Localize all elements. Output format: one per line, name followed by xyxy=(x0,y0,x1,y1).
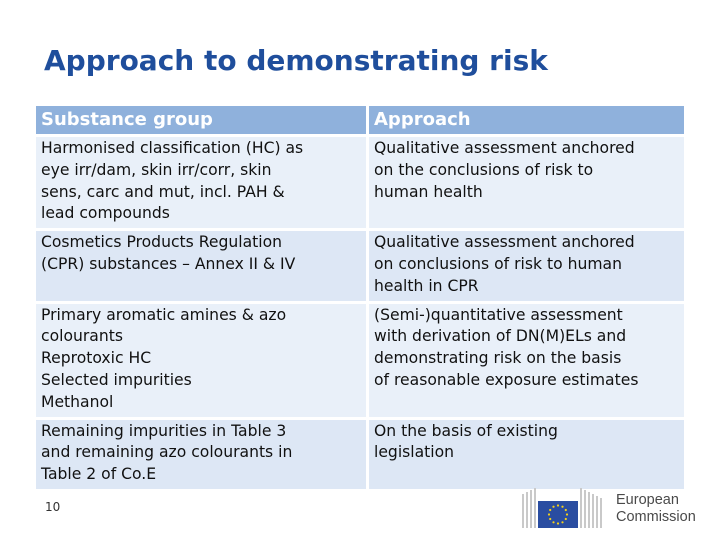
cell-line: Reprotoxic HC xyxy=(41,349,152,368)
cell-line: Primary aromatic amines & azo xyxy=(41,305,287,324)
logo-line-european: European xyxy=(616,492,679,508)
table-row xyxy=(36,137,684,228)
header-approach: Approach xyxy=(369,106,684,134)
eu-flag-icon xyxy=(520,484,612,534)
cell-line: legislation xyxy=(374,443,455,462)
header-substance-group: Substance group xyxy=(36,106,366,134)
cell-line: Remaining impurities in Table 3 xyxy=(41,421,287,440)
cell-line: Qualitative assessment anchored xyxy=(374,233,635,252)
cell-line: on conclusions of risk to human xyxy=(374,254,622,273)
approach-cell xyxy=(369,231,684,300)
cell-line: on the conclusions of risk to xyxy=(374,160,594,179)
cell-line: On the basis of existing xyxy=(374,421,558,440)
cell-line: eye irr/dam, skin irr/corr, skin xyxy=(41,160,272,179)
cell-line: Qualitative assessment anchored xyxy=(374,139,635,157)
approach-cell xyxy=(369,420,684,489)
table-header-row xyxy=(36,106,684,134)
approach-cell xyxy=(369,137,684,228)
cell-line: with derivation of DN(M)ELs and xyxy=(374,327,627,346)
european-commission-logo xyxy=(520,484,700,534)
approach-cell xyxy=(369,304,684,417)
logo-line-commission: Commission xyxy=(616,509,696,525)
cell-line: and remaining azo colourants in xyxy=(41,443,293,462)
cell-line: demonstrating risk on the basis xyxy=(374,349,622,368)
logo-text xyxy=(616,492,696,526)
table-row xyxy=(36,420,684,489)
cell-line: Table 2 of Co.E xyxy=(41,465,157,484)
cell-line: Selected impurities xyxy=(41,370,192,389)
slide-title: Approach to demonstrating risk xyxy=(44,44,548,77)
cell-line: sens, carc and mut, incl. PAH & xyxy=(41,182,285,201)
table-row xyxy=(36,304,684,417)
cell-line: human health xyxy=(374,182,483,201)
risk-approach-table xyxy=(36,106,684,492)
cell-line: lead compounds xyxy=(41,204,170,223)
cell-line: colourants xyxy=(41,327,123,346)
cell-line: of reasonable exposure estimates xyxy=(374,370,639,389)
cell-line: Methanol xyxy=(41,392,114,411)
cell-line: (Semi-)quantitative assessment xyxy=(374,305,623,324)
cell-line: Cosmetics Products Regulation xyxy=(41,233,282,252)
substance-group-cell xyxy=(36,137,366,228)
cell-line: (CPR) substances – Annex II & IV xyxy=(41,254,296,273)
substance-group-cell xyxy=(36,420,366,489)
table-row xyxy=(36,231,684,300)
substance-group-cell xyxy=(36,231,366,300)
page-number: 10 xyxy=(45,500,61,514)
substance-group-cell xyxy=(36,304,366,417)
cell-line: health in CPR xyxy=(374,276,479,295)
cell-line: Harmonised classification (HC) as xyxy=(41,139,304,157)
